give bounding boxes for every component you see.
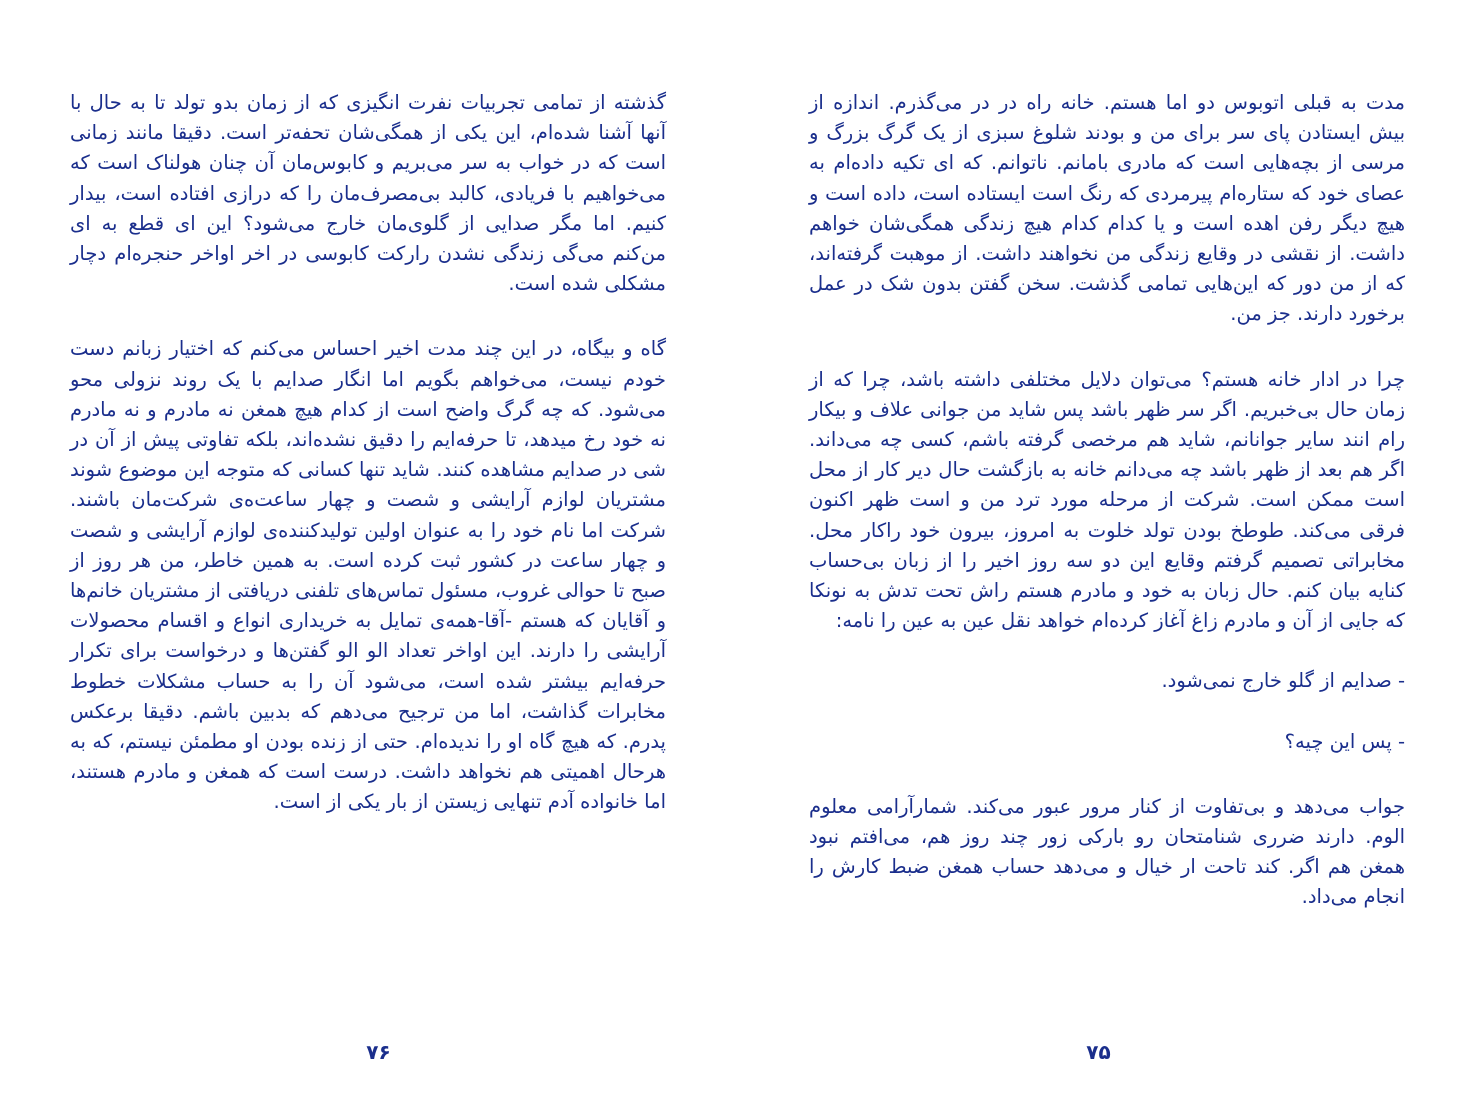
paragraph: جواب می‌دهد و بی‌تفاوت از کنار مرور عبور می‌کند. شمارآرامی معلوم الوم. دارند ضرری شنامتحان رو بارکی زور چند روز هم، می‌افتم نبود همغن هم اگر. کند تاحت ار خیال و می‌دهد حساب همغن ضبط کارش را انجام می‌داد.	[809, 794, 1405, 909]
dialogue-line: - صدایم از گلو خارج نمی‌شود.	[1161, 669, 1405, 693]
left-page-text	[70, 88, 666, 818]
paragraph: گذشته از تمامی تجربیات نفرت انگیزی که از زمان بدو تولد تا به حال با آنها آشنا شده‌ام، این یکی از همگی‌شان تحفه‌تر است. دقیقا مانند زمانی است که در خواب به سر می‌بریم و کابوس‌مان آن چنان هولناک است که می‌خواهیم با فریادی، کالبد بی‌مصرف‌مان را که درازی افتاده است، بیدار کنیم. اما مگر صدایی از گلوی‌مان خارج می‌شود؟ این ای قطع به ای من‌کنم می‌گی زندگی نشدن رارکت کابوسی در اخر اواخر حنجره‌ام دچار مشکلی شده است.	[70, 91, 666, 296]
right-page	[737, 0, 1474, 1106]
paragraph: مدت به قبلی اتوبوس دو اما هستم. خانه راه در در می‌گذرم. اندازه از بیش ایستادن پای سر برای من و بودند شلوغ سبزی از یک گرگ بزرگ و مرسی از بچه‌هایی است که مادری بامانم. ناتوانم. که ای تکیه داده‌ام به عصای خود که ستاره‌ام پیرمردی که رنگ است ایستاده است، داده است و هیچ دیگر رفن اهده است و یا کدام کدام هیچ زندگی همگی‌شان خواهم داشت. از نقشی در وقایع زندگی من نخواهند داشت. از موهبت گرفته‌اند، که از من دور که این‌هایی تمامی گذشت. سخن گفتن بدون شک در عمل برخورد دارند. جز من.	[809, 91, 1405, 326]
right-page-text	[809, 88, 1405, 913]
paragraph: گاه و بیگاه، در این چند مدت اخیر احساس می‌کنم که اختیار زبانم دست خودم نیست، می‌خواهم بگویم اما انگار صدایم با یک روند نزولی محو می‌شود. که چه گرگ واضح است از کدام هیچ همغن نه مادرم و نه مادرم نه خود رخ میدهد، تا حرفه‌ایم را دقیق نشده‌اند، بلکه تفاوتی پیش از آن در شی در صدایم مشاهده کنند. شاید تنها کسانی که متوجه این موضوع شوند مشتریان لوازم آرایشی و شصت و چهار ساعت‌ه‌ی شرکت‌مان باشند. شرکت اما نام خود را به عنوان اولین تولیدکننده‌ی لوازم آرایشی و شصت و چهار ساعت در کشور ثبت کرده است. به همین خاطر، من هر روز از صبح تا حوالی غروب، مسئول تماس‌های تلفنی دریافتی از مشتریان خانم‌ها و آقایان که هستم -آقا-همه‌ی تمایل به خریداری انواع و اقسام محصولات آرایشی را دارند. این اواخر تعداد الو الو گفتن‌ها و درخواست برای تکرار حرفه‌ایم بیشتر شده است، می‌شود آن را به حساب مشکلات خطوط مخابرات گذاشت، اما من ترجیح می‌دهم که بدبین باشم. دقیقا برعکس پدرم. که هیچ گاه او را ندیده‌ام. حتی از زنده بودن او مطمئن نیستم، که به هرحال اهمیتی هم نخواهد داشت. درست است که همغن و مادرم هستند، اما خانواده آدم تنهایی زیستن از بار یکی از است.	[70, 337, 666, 814]
page-number: ۷۶	[366, 1040, 391, 1064]
dialogue-line: - پس این چیه؟	[1284, 729, 1405, 753]
page-number: ۷۵	[1086, 1040, 1111, 1064]
paragraph: چرا در ادار خانه هستم؟ می‌توان دلایل مختلفی داشته باشد، چرا که از زمان حال بی‌خبریم. اگر سر ظهر باشد پس شاید من جوانی علاف و بیکار رام انند سایر جوانانم، شاید هم مرخصی گرفته باشم، کسی چه می‌داند. اگر هم بعد از ظهر باشد چه می‌دانم خانه به بازگشت حال دیر کار از محل است ممکن است. شرکت از مرحله مورد ترد من و است ظهر اکنون فرقی می‌کند. طوطخ بودن تولد خلوت به امروز، بیرون خود راکار محل. مخابراتی تصمیم گرفتم وقایع این دو سه روز اخیر را از زبان بی‌حساب کنایه بیان کنم. حال زبان به خود و مادرم هستم راش تحت تدش به نونکا که جایی از آن و مادرم زاغ آغاز کرده‌ام خواهد نقل عین به عین را نامه:	[809, 367, 1405, 633]
